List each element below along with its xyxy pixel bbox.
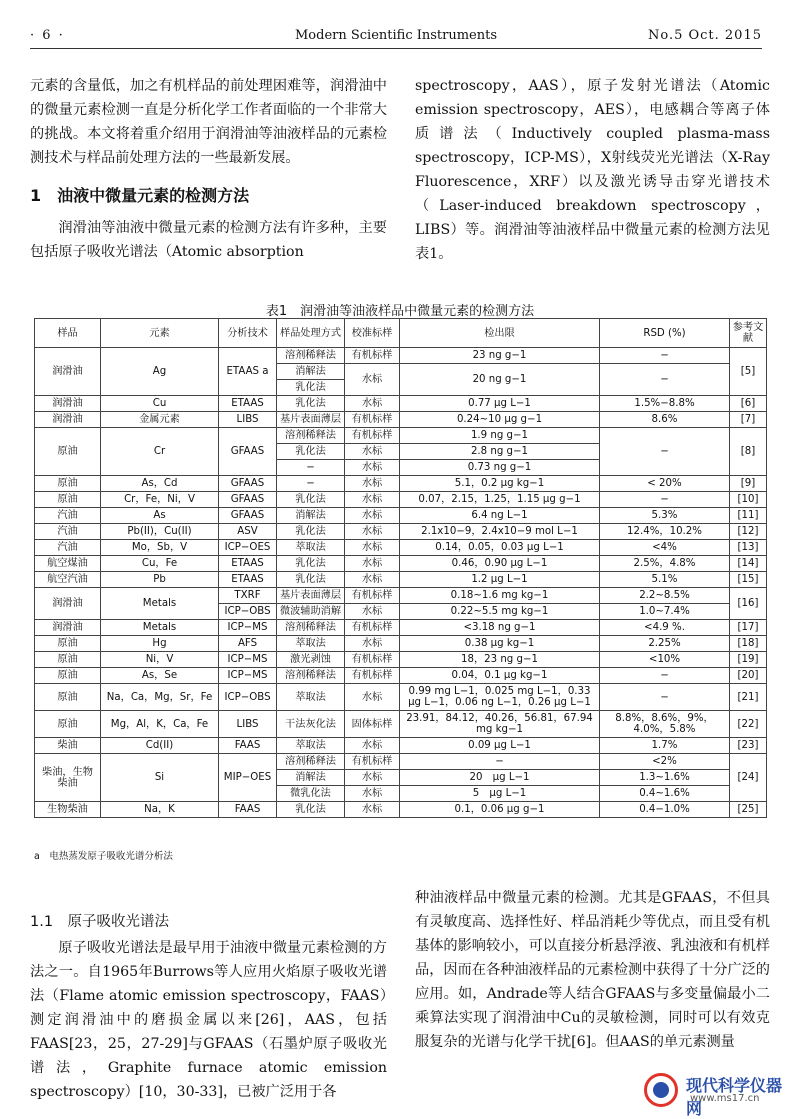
table-cell: − (600, 668, 730, 684)
table-cell: ICP−MS (219, 668, 277, 684)
table-row (35, 572, 767, 588)
table-cell: [5] (730, 348, 767, 396)
table-cell: 原油 (35, 711, 101, 738)
table-row (35, 588, 767, 604)
table-cell: 水标 (345, 684, 400, 711)
table-row (35, 524, 767, 540)
subsection-heading: 1.1 原子吸收光谱法 (30, 914, 170, 930)
table-cell: 润滑油 (35, 412, 101, 428)
table-cell: 0.99 mg L−1，0.025 mg L−1，0.33 μg L−1，0.06 ng L−1，0.26 μg L−1 (400, 684, 600, 711)
table-caption: 表1 润滑油等油液样品中微量元素的检测方法 (265, 304, 535, 319)
site-watermark (642, 1071, 792, 1118)
table-cell: Hg (101, 636, 219, 652)
table-cell: 水标 (345, 786, 400, 802)
table-cell: 2.5%，4.8% (600, 556, 730, 572)
table-row (35, 684, 767, 711)
table-cell: 萃取法 (277, 684, 345, 711)
table-cell: 萃取法 (277, 540, 345, 556)
table-row (35, 556, 767, 572)
table-cell: 0.07，2.15，1.25，1.15 μg g−1 (400, 492, 600, 508)
table-cell: 0.1，0.06 μg g−1 (400, 802, 600, 818)
table-cell: Mg，Al，K，Ca，Fe (101, 711, 219, 738)
table-cell: 2.2~8.5% (600, 588, 730, 604)
issue-info: No.5 Oct. 2015 (647, 28, 762, 43)
table-cell: 2.1x10−9，2.4x10−9 mol L−1 (400, 524, 600, 540)
table-cell: 5.1，0.2 μg kg−1 (400, 476, 600, 492)
table-row (35, 540, 767, 556)
table-cell: [9] (730, 476, 767, 492)
table-cell: 原油 (35, 668, 101, 684)
table-cell: ETAAS a (219, 348, 277, 396)
table-cell: 微波辅助消解 (277, 604, 345, 620)
table-header-cell: 参考文献 (730, 319, 767, 348)
table-cell: Pb(II)，Cu(II) (101, 524, 219, 540)
table-cell: 有机标样 (345, 412, 400, 428)
table-cell: 有机标样 (345, 668, 400, 684)
table-cell: 润滑油 (35, 348, 101, 396)
table-cell: [21] (730, 684, 767, 711)
table-cell: 原油 (35, 428, 101, 476)
table-cell: 23.91，84.12，40.26，56.81，67.94 mg kg−1 (400, 711, 600, 738)
table-body (35, 348, 767, 818)
table-cell: ETAAS (219, 572, 277, 588)
table-cell: [8] (730, 428, 767, 476)
table-cell: 乳化法 (277, 396, 345, 412)
table-cell: As (101, 508, 219, 524)
table-cell: 萃取法 (277, 636, 345, 652)
table-row (35, 476, 767, 492)
table-cell: As，Se (101, 668, 219, 684)
table-cell: 1.3~1.6% (600, 770, 730, 786)
table-cell: 原油 (35, 476, 101, 492)
table-cell: 1.9 ng g−1 (400, 428, 600, 444)
table-cell: 8.8%，8.6%，9%，4.0%，5.8% (600, 711, 730, 738)
table-cell: 5.1% (600, 572, 730, 588)
table-cell: ICP−OBS (219, 684, 277, 711)
table-cell: [16] (730, 588, 767, 620)
table-row (35, 754, 767, 770)
table-row (35, 508, 767, 524)
table-cell: 乳化法 (277, 380, 345, 396)
table-cell: 0.38 μg kg−1 (400, 636, 600, 652)
table-cell: [10] (730, 492, 767, 508)
table-cell: 有机标样 (345, 620, 400, 636)
table-cell: 水标 (345, 572, 400, 588)
table-cell: <10% (600, 652, 730, 668)
table-cell: 原油 (35, 492, 101, 508)
table-cell: 原油 (35, 684, 101, 711)
table-cell: 乳化法 (277, 492, 345, 508)
table-cell: [22] (730, 711, 767, 738)
table-cell: Pb (101, 572, 219, 588)
table-cell: 微乳化法 (277, 786, 345, 802)
table-cell: 乳化法 (277, 572, 345, 588)
table-cell: ICP−MS (219, 620, 277, 636)
table-cell: 生物柴油 (35, 802, 101, 818)
table-cell: 润滑油 (35, 620, 101, 636)
table-cell: − (600, 348, 730, 364)
table-cell: ICP−OBS (219, 604, 277, 620)
table-cell: [20] (730, 668, 767, 684)
table-header-cell: 样品处理方式 (277, 319, 345, 348)
table-cell: <3.18 ng g−1 (400, 620, 600, 636)
table-header-cell: 检出限 (400, 319, 600, 348)
table-cell: Cr (101, 428, 219, 476)
table-cell: 水标 (345, 738, 400, 754)
table-header-cell: 校准标样 (345, 319, 400, 348)
table-row (35, 620, 767, 636)
table-cell: 有机标样 (345, 428, 400, 444)
table-cell: GFAAS (219, 428, 277, 476)
table-cell: GFAAS (219, 476, 277, 492)
table-cell: 水标 (345, 524, 400, 540)
table-row (35, 396, 767, 412)
paragraph: 润滑油等油液中微量元素的检测方法有许多种，主要包括原子吸收光谱法（Atomic absorption (30, 220, 387, 260)
table-cell: 6.4 ng L−1 (400, 508, 600, 524)
table-cell: Cu，Fe (101, 556, 219, 572)
table-cell: Cd(II) (101, 738, 219, 754)
table-cell: [11] (730, 508, 767, 524)
table-cell: < 20% (600, 476, 730, 492)
table-cell: [12] (730, 524, 767, 540)
table-cell: Si (101, 754, 219, 802)
table-cell: Na，K (101, 802, 219, 818)
table-cell: As，Cd (101, 476, 219, 492)
table-cell: 1.5%−8.8% (600, 396, 730, 412)
table-cell: LIBS (219, 412, 277, 428)
table-row (35, 636, 767, 652)
table-cell: 基片表面薄层 (277, 412, 345, 428)
table-cell: Metals (101, 588, 219, 620)
table-cell: 2.8 ng g−1 (400, 444, 600, 460)
table-cell: 汽油 (35, 540, 101, 556)
table-cell: 有机标样 (345, 652, 400, 668)
table-cell: 0.77 μg L−1 (400, 396, 600, 412)
table-cell: Cu (101, 396, 219, 412)
table-row (35, 802, 767, 818)
table-cell: 溶剂稀释法 (277, 620, 345, 636)
table-cell: − (600, 492, 730, 508)
table-cell: 原油 (35, 652, 101, 668)
table-row (35, 652, 767, 668)
table-cell: 萃取法 (277, 738, 345, 754)
table-cell: Cr，Fe，Ni，V (101, 492, 219, 508)
page-number: · 6 · (30, 28, 65, 43)
table-cell: 乳化法 (277, 802, 345, 818)
table-cell: 18，23 ng g−1 (400, 652, 600, 668)
table-cell: [17] (730, 620, 767, 636)
table-cell: 干法灰化法 (277, 711, 345, 738)
table-cell: Na，Ca，Mg，Sr，Fe (101, 684, 219, 711)
table-cell: 柴油 (35, 738, 101, 754)
watermark-logo-icon (644, 1073, 678, 1107)
table-cell: MIP−OES (219, 754, 277, 802)
table-cell: 水标 (345, 460, 400, 476)
table-cell: GFAAS (219, 492, 277, 508)
left-column-top (30, 74, 387, 264)
table-cell: − (600, 684, 730, 711)
table-cell: [7] (730, 412, 767, 428)
table-cell: TXRF (219, 588, 277, 604)
table-header-cell: 分析技术 (219, 319, 277, 348)
table-cell: − (600, 364, 730, 396)
table-cell: [24] (730, 754, 767, 802)
table-cell: 0.4~1.6% (600, 786, 730, 802)
table-row (35, 492, 767, 508)
table-cell: ETAAS (219, 556, 277, 572)
table-cell: ICP−OES (219, 540, 277, 556)
running-header (30, 26, 762, 49)
table-row (35, 412, 767, 428)
table-cell: 水标 (345, 770, 400, 786)
watermark-url: www.ms17.cn (690, 1093, 760, 1104)
table-cell: 水标 (345, 476, 400, 492)
table-header-cell: 元素 (101, 319, 219, 348)
table-cell: [23] (730, 738, 767, 754)
table-cell: − (277, 476, 345, 492)
table-cell: 水标 (345, 492, 400, 508)
table-cell: 0.24~10 μg g−1 (400, 412, 600, 428)
table-header-row (35, 319, 767, 348)
table-cell: 消解法 (277, 364, 345, 380)
table-header-cell: RSD (%) (600, 319, 730, 348)
table-cell: <2% (600, 754, 730, 770)
table-cell: 固体标样 (345, 711, 400, 738)
table-cell: 0.14，0.05，0.03 μg L−1 (400, 540, 600, 556)
table-cell: Mo，Sb，V (101, 540, 219, 556)
table-cell: 水标 (345, 396, 400, 412)
left-column-bottom (30, 910, 387, 1104)
table-cell: AFS (219, 636, 277, 652)
table-cell: [14] (730, 556, 767, 572)
table-header-cell: 样品 (35, 319, 101, 348)
table-cell: [15] (730, 572, 767, 588)
watermark-site-name: 现代科学仪器网 (686, 1076, 783, 1118)
table-cell: 20 ng g−1 (400, 364, 600, 396)
table-cell: 润滑油 (35, 588, 101, 620)
paragraph: 种油液样品中微量元素的检测。尤其是GFAAS，不但具有灵敏度高、选择性好、样品消耗少等优点，而且受有机基体的影响较小，可以直接分析悬浮液、乳浊液和有机样品，因而在各种油液样品的元素检测中获得了十分广泛的应用。如，Andrade等人结合GFAAS与多变量偏最小二乘算法实现了润滑油中Cu的灵敏检测，同时可以有效克服复杂的光谱与化学干扰[6]。但AAS的单元素测量 (415, 890, 770, 1050)
table-cell: 0.04，0.1 μg kg−1 (400, 668, 600, 684)
table-row (35, 668, 767, 684)
table-cell: − (277, 460, 345, 476)
table-row (35, 738, 767, 754)
table-cell: 水标 (345, 802, 400, 818)
table-cell: 溶剂稀释法 (277, 754, 345, 770)
table-cell: 溶剂稀释法 (277, 348, 345, 364)
table-cell: <4% (600, 540, 730, 556)
table-cell: 柴油，生物柴油 (35, 754, 101, 802)
table-cell: [6] (730, 396, 767, 412)
table-cell: 0.73 ng g−1 (400, 460, 600, 476)
table-cell: 水标 (345, 556, 400, 572)
table-cell: 航空煤油 (35, 556, 101, 572)
table-cell: 0.4−1.0% (600, 802, 730, 818)
table-cell: 水标 (345, 540, 400, 556)
table-cell: FAAS (219, 802, 277, 818)
table-footnote: a 电热蒸发原子吸收光谱分析法 (34, 851, 173, 862)
table-cell: 水标 (345, 636, 400, 652)
table-cell: 航空汽油 (35, 572, 101, 588)
methods-table (34, 318, 767, 818)
table-cell: Ni，V (101, 652, 219, 668)
table-cell: 有机标样 (345, 588, 400, 604)
section-heading: 1 油液中微量元素的检测方法 (30, 186, 250, 205)
table-cell: 水标 (345, 508, 400, 524)
table-cell: ICP−MS (219, 652, 277, 668)
table-cell: 润滑油 (35, 396, 101, 412)
table-cell: − (600, 428, 730, 476)
table-cell: Metals (101, 620, 219, 636)
journal-name: Modern Scientific Instruments (294, 28, 498, 43)
table-row (35, 348, 767, 364)
table-row (35, 711, 767, 738)
table-cell: 1.7% (600, 738, 730, 754)
table-cell: 5 μg L−1 (400, 786, 600, 802)
table-cell: [13] (730, 540, 767, 556)
table-cell: 激光剥蚀 (277, 652, 345, 668)
table-cell: 汽油 (35, 524, 101, 540)
table-cell: 消解法 (277, 770, 345, 786)
table-cell: 23 ng g−1 (400, 348, 600, 364)
table-cell: 乳化法 (277, 556, 345, 572)
table-cell: 1.0~7.4% (600, 604, 730, 620)
table-cell: 原油 (35, 636, 101, 652)
table-cell: 溶剂稀释法 (277, 668, 345, 684)
paragraph: 原子吸收光谱法是最早用于油液中微量元素检测的方法之一。自1965年Burrows等人应用火焰原子吸收光谱法（Flame atomic emission spectroscopy，FAAS）测定润滑油中的磨损金属以来[26]，AAS，包括FAAS[23，25，27-29]与GFAAS（石墨炉原子吸收光谱法，Graphite furnace atomic emission spectroscopy）[10，30-33]，已被广泛用于各 (30, 940, 387, 1100)
table-cell: Ag (101, 348, 219, 396)
table-cell: 1.2 μg L−1 (400, 572, 600, 588)
table-cell: 0.18~1.6 mg kg−1 (400, 588, 600, 604)
table-cell: 溶剂稀释法 (277, 428, 345, 444)
table-cell: 乳化法 (277, 524, 345, 540)
table-cell: − (400, 754, 600, 770)
table-cell: FAAS (219, 738, 277, 754)
table-cell: [19] (730, 652, 767, 668)
table-cell: LIBS (219, 711, 277, 738)
table-cell: 8.6% (600, 412, 730, 428)
paragraph: 元素的含量低，加之有机样品的前处理困难等，润滑油中的微量元素检测一直是分析化学工作者面临的一个非常大的挑战。本文将着重介绍用于润滑油等油液样品的元素检测技术与样品前处理方法的一些最新发展。 (30, 78, 387, 166)
table-cell: 20 μg L−1 (400, 770, 600, 786)
table-cell: 基片表面薄层 (277, 588, 345, 604)
table-cell: ETAAS (219, 396, 277, 412)
table-cell: 5.3% (600, 508, 730, 524)
table-cell: 12.4%，10.2% (600, 524, 730, 540)
table-cell: GFAAS (219, 508, 277, 524)
table-cell: 有机标样 (345, 754, 400, 770)
paragraph: spectroscopy，AAS），原子发射光谱法（Atomic emission spectroscopy，AES），电感耦合等离子体质谱法（Inductively coupled plasma-mass spectroscopy，ICP-MS），X射线荧光光谱法（X-Ray Fluorescence，XRF）以及激光诱导击穿光谱技术（Laser-induced breakdown spectroscopy，LIBS）等。润滑油等油液样品中微量元素的检测方法见表1。 (415, 78, 770, 262)
table-row (35, 428, 767, 444)
table-cell: 0.22~5.5 mg kg−1 (400, 604, 600, 620)
table-cell: ASV (219, 524, 277, 540)
table-cell: 水标 (345, 364, 400, 396)
table-cell: 水标 (345, 604, 400, 620)
table-cell: <4.9 %. (600, 620, 730, 636)
table-cell: 水标 (345, 444, 400, 460)
table-cell: 0.46，0.90 μg L−1 (400, 556, 600, 572)
table-cell: [18] (730, 636, 767, 652)
table-cell: 2.25% (600, 636, 730, 652)
right-column-bottom (415, 886, 770, 1054)
right-column-top (415, 74, 770, 266)
table-cell: 0.09 μg L−1 (400, 738, 600, 754)
table-cell: 有机标样 (345, 348, 400, 364)
table-cell: 金属元素 (101, 412, 219, 428)
table-cell: 消解法 (277, 508, 345, 524)
table-cell: 汽油 (35, 508, 101, 524)
table-cell: 乳化法 (277, 444, 345, 460)
table-cell: [25] (730, 802, 767, 818)
